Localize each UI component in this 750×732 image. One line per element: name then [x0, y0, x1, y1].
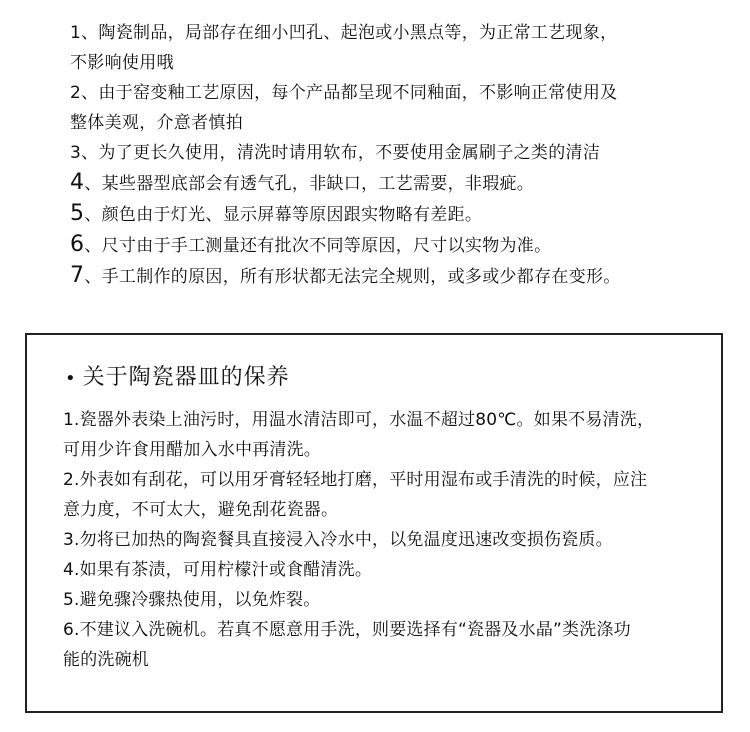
note-item-1: [70, 18, 710, 78]
care-item-line-continued: 可用少许食用醋加入水中再清洗。: [63, 440, 321, 460]
note-number: 7: [70, 263, 85, 288]
note-text-continued: 整体美观，介意者慎拍: [70, 113, 243, 133]
care-item-2: [63, 465, 703, 525]
note-number: 3: [70, 143, 82, 163]
care-item-line: 6.不建议入洗碗机。若真不愿意用手洗，则要选择有“瓷器及水晶”类洗涤功: [63, 620, 631, 640]
note-item-4: [70, 168, 710, 199]
care-item-line: 4.如果有茶渍，可用柠檬汁或食醋清洗。: [63, 560, 373, 580]
care-item-line-continued: 能的洗碗机: [63, 650, 149, 670]
note-text: 、颜色由于灯光、显示屏幕等原因跟实物略有差距。: [84, 205, 483, 225]
note-text: 、某些器型底部会有透气孔，非缺口，工艺需要，非瑕疵。: [84, 174, 535, 194]
note-item-5: [70, 199, 710, 230]
care-item-line: 1.瓷器外表染上油污时，用温水清洁即可，水温不超过80℃。如果不易清洗，: [63, 410, 655, 430]
note-item-2: [70, 78, 710, 138]
note-number: 6: [70, 232, 85, 257]
bullet-icon: •: [65, 368, 77, 389]
care-item-line-continued: 意力度，不可太大，避免刮花瓷器。: [63, 500, 339, 520]
note-text-continued: 不影响使用哦: [70, 53, 174, 73]
note-number: 1: [70, 23, 82, 43]
care-instructions-box: [25, 333, 723, 713]
care-title-text: 关于陶瓷器皿的保养: [82, 365, 290, 390]
note-number: 5: [70, 201, 85, 226]
care-item-5: [63, 585, 703, 615]
note-text: 、由于窑变釉工艺原因，每个产品都呈现不同釉面，不影响正常使用及: [81, 83, 618, 103]
care-item-4: [63, 555, 703, 585]
care-item-line: 2.外表如有刮花，可以用牙膏轻轻地打磨，平时用湿布或手清洗的时候，应注: [63, 470, 648, 490]
care-item-1: [63, 405, 703, 465]
note-number: 4: [70, 170, 85, 195]
care-item-line: 5.避免骤冷骤热使用，以免炸裂。: [63, 590, 321, 610]
note-number: 2: [70, 83, 82, 103]
product-notes-list: [70, 18, 710, 292]
note-text: 、尺寸由于手工测量还有批次不同等原因，尺寸以实物为准。: [84, 236, 552, 256]
care-list: [63, 405, 703, 675]
note-item-3: [70, 138, 710, 168]
care-item-6: [63, 615, 703, 675]
note-text: 、为了更长久使用，清洗时请用软布，不要使用金属刷子之类的清洁: [81, 143, 601, 163]
note-text: 、手工制作的原因，所有形状都无法完全规则，或多或少都存在变形。: [84, 267, 621, 287]
care-item-3: [63, 525, 703, 555]
care-section-title: [65, 363, 290, 394]
care-item-line: 3.勿将已加热的陶瓷餐具直接浸入冷水中，以免温度迅速改变损伤瓷质。: [63, 530, 613, 550]
note-item-7: [70, 261, 710, 292]
note-text: 、陶瓷制品，局部存在细小凹孔、起泡或小黑点等，为正常工艺现象，: [81, 23, 618, 43]
note-item-6: [70, 230, 710, 261]
